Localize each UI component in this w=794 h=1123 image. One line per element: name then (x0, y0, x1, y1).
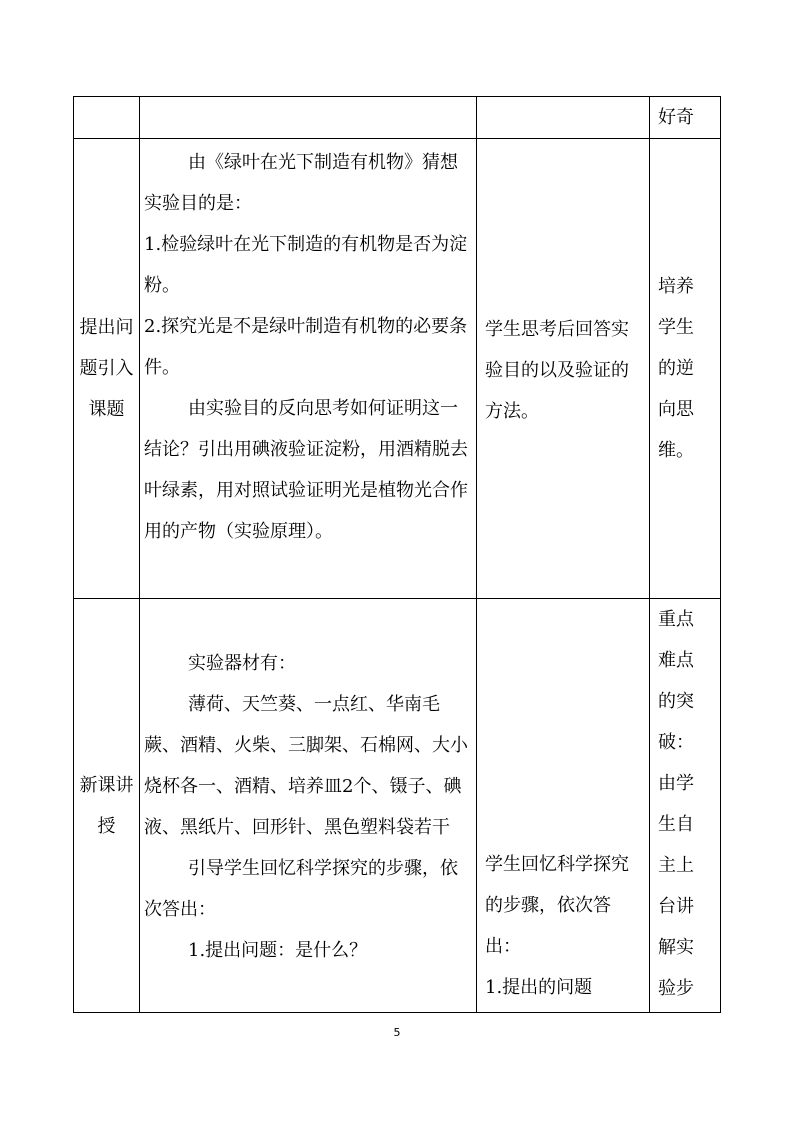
table-row-new-lesson (74, 599, 721, 1013)
design-purpose-cell (650, 139, 721, 599)
purpose-line: 好奇 (658, 107, 694, 128)
teacher-paragraph: 1.检验绿叶在光下制造的有机物是否为淀粉。 (144, 234, 468, 296)
purpose-line: 主上 (658, 855, 694, 876)
purpose-line: 难点 (658, 650, 694, 671)
lesson-plan-table (73, 96, 721, 1013)
purpose-line: 由学 (658, 773, 694, 794)
purpose-line: 解实 (658, 937, 694, 958)
stage-label: 提出问题引入课题 (79, 317, 134, 420)
student-paragraph: 学生思考后回答实验目的以及验证的方法。 (485, 318, 629, 422)
teacher-paragraph: 由《绿叶在光下制造有机物》猜想实验目的是： (144, 152, 458, 214)
table-row-introduce-topic (74, 139, 721, 599)
purpose-line: 的突 (658, 691, 694, 712)
teacher-paragraph: 1.提出问题：是什么？ (188, 940, 368, 961)
student-paragraph: 学生回忆科学探究的步骤，依次答出： (485, 854, 629, 957)
teacher-paragraph: 薄荷、天竺葵、一点红、华南毛蕨、酒精、火柴、三脚架、石棉网、大小烧杯各一、酒精、培养皿2个、镊子、碘液、黑纸片、回形针、黑色塑料袋若干 (144, 694, 468, 838)
table-row-continuation (74, 97, 721, 139)
page-number: 5 (393, 1026, 401, 1039)
teacher-paragraph: 实验器材有： (188, 653, 296, 674)
teacher-activity-cell (140, 139, 477, 599)
student-activity-cell (477, 599, 650, 1013)
student-activity-cell (477, 97, 650, 139)
purpose-line: 学生 (658, 317, 694, 338)
stage-cell (74, 599, 140, 1013)
teacher-paragraph: 引导学生回忆科学探究的步骤，依次答出： (144, 858, 458, 920)
purpose-line: 生自 (658, 814, 694, 835)
student-paragraph: 1.提出的问题 (485, 977, 593, 998)
teacher-paragraph: 由实验目的反向思考如何证明这一结论？引出用碘液验证淀粉，用酒精脱去叶绿素，用对照试验证明光是植物光合作用的产物（实验原理）。 (144, 398, 468, 542)
purpose-line: 维。 (658, 440, 694, 461)
purpose-line: 向思 (658, 399, 694, 420)
purpose-line: 的逆 (658, 358, 694, 379)
teacher-activity-cell (140, 599, 477, 1013)
design-purpose-cell (650, 97, 721, 139)
stage-cell (74, 139, 140, 599)
stage-label: 新课讲授 (79, 774, 134, 837)
purpose-line: 验步 (658, 978, 694, 999)
teacher-paragraph: 2.探究光是不是绿叶制造有机物的必要条件。 (144, 316, 468, 378)
purpose-line: 培养 (658, 276, 694, 297)
stage-cell (74, 97, 140, 139)
teacher-activity-cell (140, 97, 477, 139)
purpose-line: 台讲 (658, 896, 694, 917)
student-activity-cell (477, 139, 650, 599)
purpose-line: 重点 (658, 609, 694, 630)
purpose-line: 破： (658, 732, 694, 753)
design-purpose-cell (650, 599, 721, 1013)
